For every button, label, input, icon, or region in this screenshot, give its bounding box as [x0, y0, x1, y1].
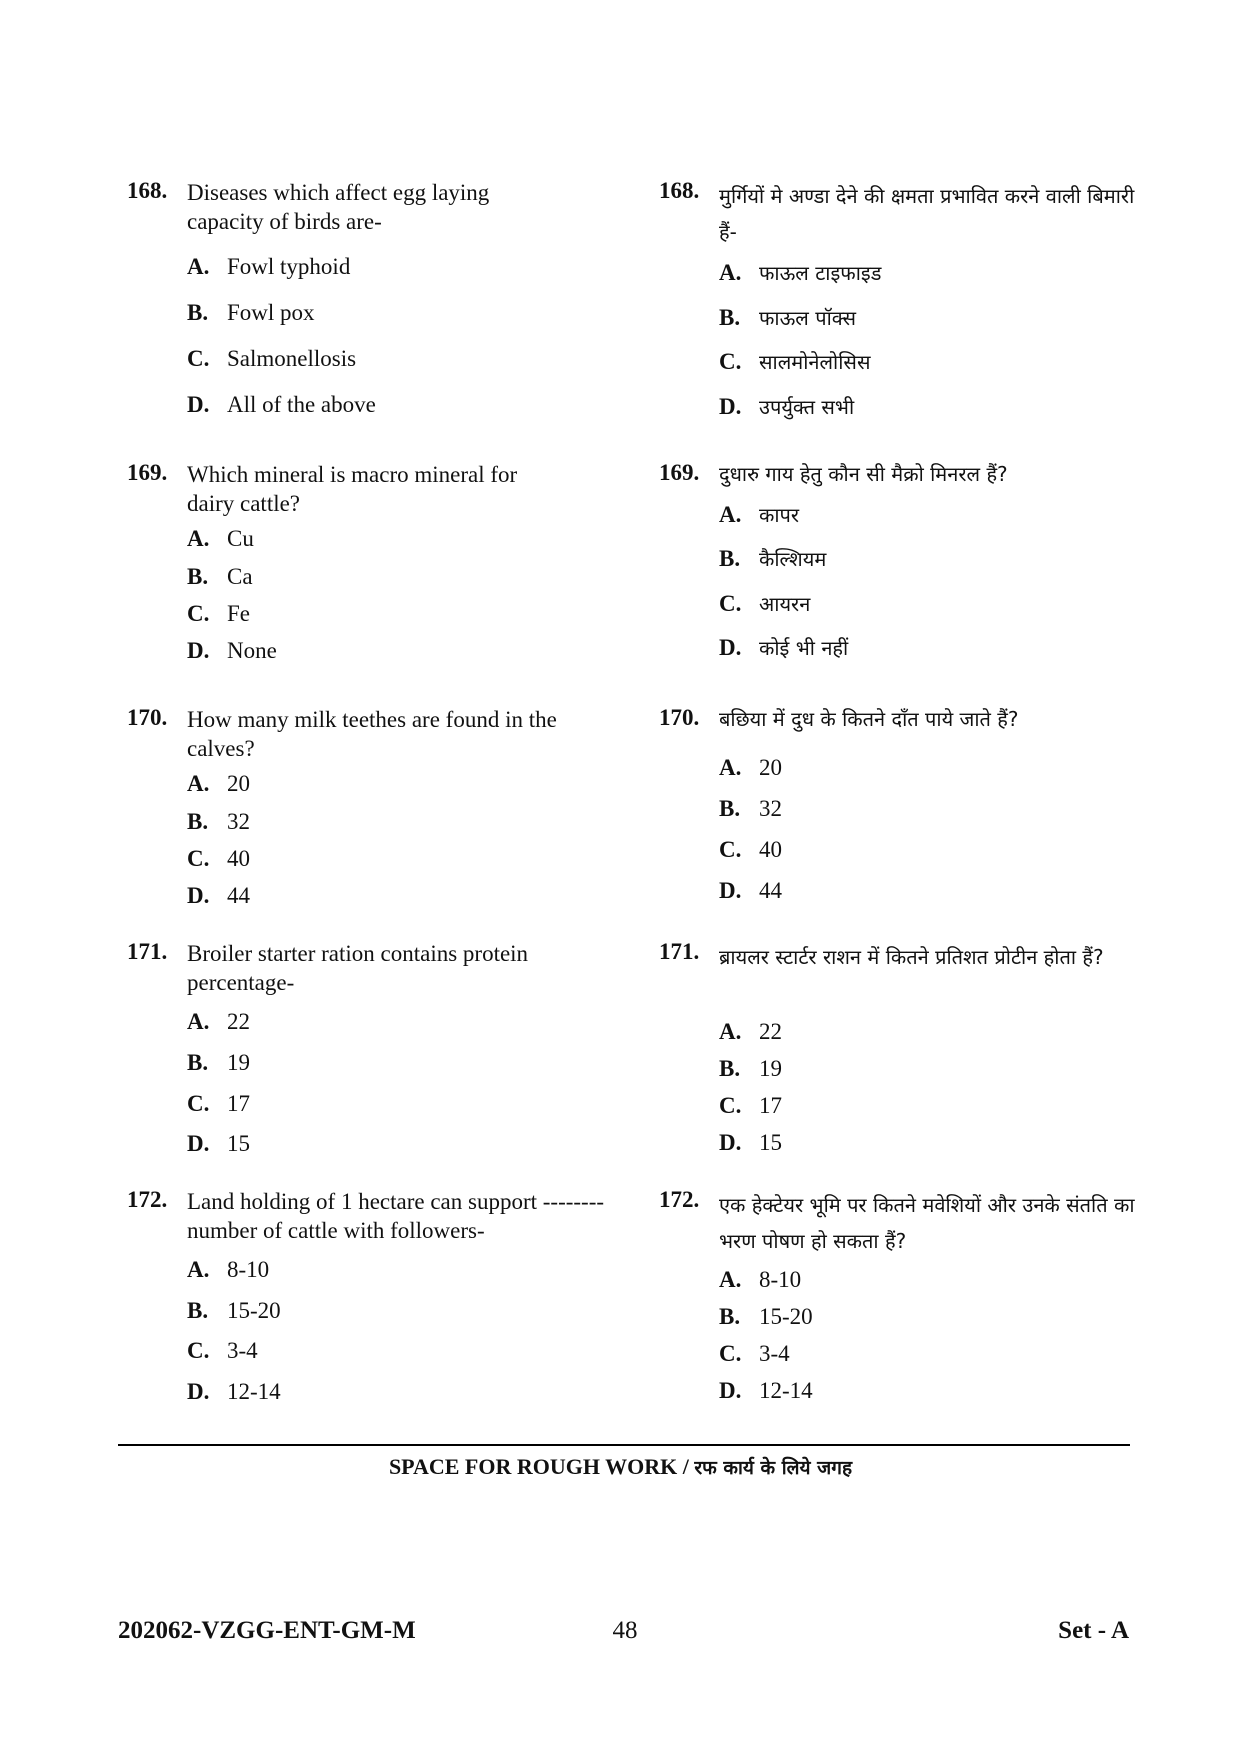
question-number: 170. [659, 705, 700, 730]
option-d: D. उपर्युक्त सभी [719, 394, 855, 419]
question-number: 168. [659, 178, 700, 203]
option-c: C. 40 [719, 837, 782, 862]
option-c: C. 40 [187, 846, 250, 871]
question-number: 171. [127, 939, 168, 964]
option-c: C. आयरन [719, 591, 811, 616]
option-b: B. Ca [187, 564, 253, 589]
option-a: A. Cu [187, 526, 254, 551]
question-text: ब्रायलर स्टार्टर राशन में कितने प्रतिशत प्रोटीन होता हैं? [719, 945, 1104, 969]
option-a: A. 8-10 [187, 1257, 270, 1282]
option-a: A. Fowl typhoid [187, 254, 351, 279]
option-b: B. 32 [719, 796, 782, 821]
question-number: 172. [127, 1187, 168, 1212]
option-d: D. All of the above [187, 392, 376, 417]
question-text: एक हेक्टेयर भूमि पर कितने मवेशियों और उनके संतति का भरण पोषण हो सकता हैं? [719, 1193, 1135, 1253]
option-d: D. 12-14 [719, 1378, 813, 1403]
option-a: A. 22 [719, 1019, 782, 1044]
rough-work-separator: / [677, 1454, 695, 1479]
option-c: C. 17 [719, 1093, 782, 1118]
question-number: 172. [659, 1187, 700, 1212]
option-c: C. 3-4 [187, 1338, 258, 1363]
option-d: D. कोई भी नहीं [719, 635, 849, 660]
option-b: B. 15-20 [187, 1298, 281, 1323]
question-text: बछिया में दुध के कितने दाँत पाये जाते हैं? [719, 707, 1019, 731]
question-text: मुर्गियों मे अण्डा देने की क्षमता प्रभावित करने वाली बिमारी हैं- [719, 184, 1135, 244]
question-number: 168. [127, 178, 168, 203]
option-a: A. 20 [187, 771, 250, 796]
option-b: B. Fowl pox [187, 300, 315, 325]
option-a: A. फाऊल टाइफाइड [719, 260, 882, 285]
option-a: A. 20 [719, 755, 782, 780]
option-c: C. 3-4 [719, 1341, 790, 1366]
option-d: D. None [187, 638, 277, 663]
option-a: A. 8-10 [719, 1267, 802, 1292]
page-number: 48 [612, 1617, 638, 1644]
option-c: C. Fe [187, 601, 250, 626]
question-text: Which mineral is macro mineral for dairy cattle? [187, 462, 518, 516]
option-b: B. 15-20 [719, 1304, 813, 1329]
footer-code: 202062-VZGG-ENT-GM-M [118, 1617, 416, 1644]
set-label: Set - A [1058, 1617, 1129, 1644]
option-c: C. 17 [187, 1091, 250, 1116]
option-b: B. 19 [719, 1056, 782, 1081]
option-b: B. 19 [187, 1050, 250, 1075]
rough-work-hindi: रफ कार्य के लिये जगह [694, 1457, 853, 1479]
option-b: B. 32 [187, 809, 250, 834]
option-b: B. कैल्शियम [719, 546, 827, 571]
rough-work-heading [0, 1454, 1241, 1480]
question-number: 169. [127, 460, 168, 485]
question-text: दुधारु गाय हेतु कौन सी मैक्रो मिनरल हैं? [719, 462, 1008, 486]
question-text: How many milk teethes are found in the calves? [187, 707, 557, 761]
option-b: B. फाऊल पॉक्स [719, 305, 857, 330]
option-c: C. सालमोनेलोसिस [719, 349, 871, 374]
question-number: 169. [659, 460, 700, 485]
rough-work-english: SPACE FOR ROUGH WORK [388, 1454, 678, 1479]
question-text: Land holding of 1 hectare can support -------- number of cattle with followers- [187, 1189, 605, 1243]
option-a: A. कापर [719, 502, 800, 527]
divider-line [118, 1444, 1130, 1446]
option-d: D. 15 [187, 1131, 250, 1156]
option-d: D. 44 [187, 883, 250, 908]
option-d: D. 12-14 [187, 1379, 281, 1404]
option-c: C. Salmonellosis [187, 346, 357, 371]
question-number: 170. [127, 705, 168, 730]
question-text: Broiler starter ration contains protein percentage- [187, 941, 529, 995]
option-d: D. 15 [719, 1130, 782, 1155]
option-d: D. 44 [719, 878, 782, 903]
question-text: Diseases which affect egg laying capacity of birds are- [187, 180, 490, 234]
option-a: A. 22 [187, 1009, 250, 1034]
question-number: 171. [659, 939, 700, 964]
